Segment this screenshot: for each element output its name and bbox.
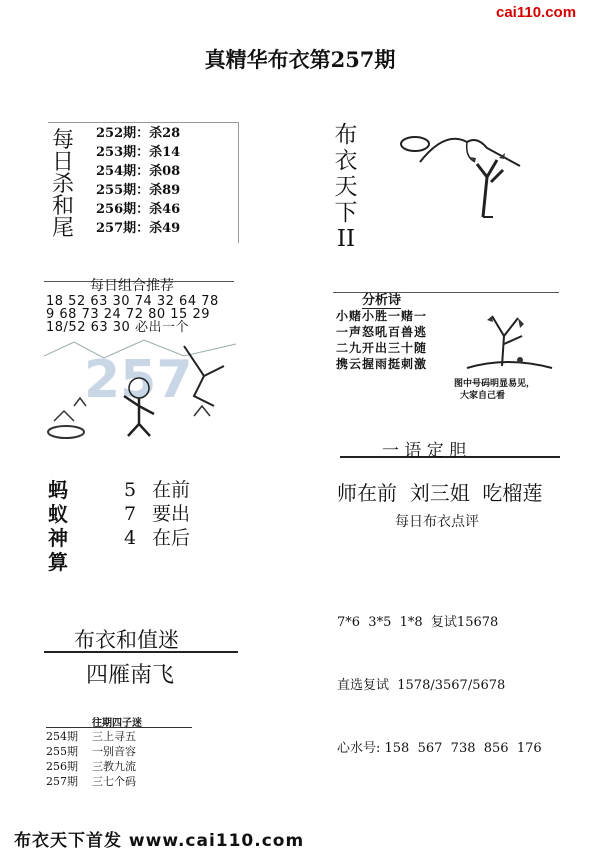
- history-list: [46, 729, 136, 789]
- yiyu-phrase: 师在前 刘三姐 吃榴莲: [337, 481, 543, 505]
- combo-illustration: [44, 336, 236, 440]
- kill-row: 257期：杀49: [96, 221, 181, 236]
- site-url[interactable]: cai110.com: [496, 4, 577, 21]
- ant-text: 在后: [152, 527, 191, 549]
- label-char: 神: [48, 526, 68, 550]
- label-char: 和: [51, 194, 74, 219]
- riddle-answer: 四雁南飞: [86, 663, 175, 688]
- history-text: 一别音容: [92, 745, 136, 758]
- ant-num: 7: [124, 503, 137, 525]
- riddle-line: [44, 651, 238, 653]
- combo-row: 9 68 73 24 72 80 15 29: [46, 307, 210, 322]
- sapling-illustration: [462, 296, 557, 372]
- label-char: 天: [334, 174, 358, 200]
- history-text: 三教九流: [92, 760, 136, 773]
- combo-numbers: [46, 295, 219, 334]
- kill-row: 252期：杀28: [96, 126, 181, 141]
- yiyu-sub: 每日布衣点评: [395, 514, 479, 530]
- combo-row: 18/52 63 30 必出一个: [46, 320, 189, 335]
- analysis-caption: [454, 378, 535, 402]
- history-line: [46, 727, 192, 728]
- watermark-number: 257: [84, 350, 193, 410]
- label-char: 尾: [51, 216, 74, 241]
- recommend-line: 7*6 3*5 1*8 复试15678: [337, 615, 499, 630]
- kill-row: 256期：杀46: [96, 202, 181, 217]
- history-title: 往期四子迷: [92, 718, 142, 729]
- history-period: 255期: [46, 745, 78, 758]
- poem-line: 小赌小胜一赌一: [336, 309, 428, 323]
- label-char: 蚁: [48, 502, 68, 526]
- recommend-line: 直选复试 1578/3567/5678: [337, 678, 506, 693]
- kill-row: 253期：杀14: [96, 145, 181, 160]
- analysis-title: 分析诗: [362, 289, 401, 309]
- poem-line: 二九开出三十随: [336, 341, 428, 355]
- label-char: 日: [51, 150, 74, 175]
- history-period: 256期: [46, 760, 78, 773]
- recommend-line: 心水号: 158 567 738 856 176: [337, 741, 542, 756]
- label-char: 下: [334, 200, 358, 226]
- history-text: 三七个码: [92, 775, 136, 788]
- label-char: 每: [51, 128, 74, 153]
- label-char: 杀: [51, 172, 74, 197]
- kill-row: 254期：杀08: [96, 164, 181, 179]
- ant-text: 在前: [152, 479, 191, 501]
- ant-row: [124, 526, 190, 550]
- history-row: [46, 759, 136, 774]
- kill-row: 255期：杀89: [96, 183, 181, 198]
- label-char: 衣: [334, 148, 358, 174]
- label-char: 算: [48, 550, 68, 574]
- page-title: 真精华布衣第257期: [204, 47, 396, 72]
- analysis-poem: [336, 308, 427, 372]
- label-char: II: [336, 226, 356, 252]
- buyi-tianxia-label: [333, 122, 359, 252]
- history-period: 257期: [46, 775, 78, 788]
- daily-kill-label: [50, 130, 76, 240]
- recommend-block: [337, 570, 542, 780]
- ant-label: [48, 478, 72, 574]
- poem-line: 一声怒吼百兽逃: [336, 325, 428, 339]
- kill-list: [96, 124, 180, 238]
- combo-row: 18 52 63 30 74 32 64 78: [46, 294, 219, 309]
- history-row: [46, 774, 136, 789]
- caption-line: 图中号码明显易见，: [454, 379, 536, 389]
- caption-line: 大家自己看: [460, 391, 506, 401]
- history-text: 三上寻五: [92, 730, 136, 743]
- history-row: [46, 729, 136, 744]
- combo-title: 每日组合推荐: [90, 278, 174, 294]
- history-row: [46, 744, 136, 759]
- ant-text: 要出: [152, 503, 191, 525]
- ant-num: 4: [124, 527, 137, 549]
- history-period: 254期: [46, 730, 78, 743]
- label-char: 蚂: [48, 478, 68, 502]
- footer-banner[interactable]: 布衣天下首发 www.cai110.com: [14, 831, 305, 851]
- ant-rows: [124, 478, 190, 550]
- yiyu-title: 一 语 定 胆: [382, 441, 467, 461]
- label-char: 布: [334, 122, 358, 148]
- ant-row: [124, 478, 190, 502]
- mountain-tree-illustration: [395, 122, 545, 222]
- ant-row: [124, 502, 190, 526]
- poem-line: 携云握雨挺刺激: [336, 357, 428, 371]
- riddle-title: 布衣和值迷: [74, 628, 179, 652]
- ant-num: 5: [124, 479, 137, 501]
